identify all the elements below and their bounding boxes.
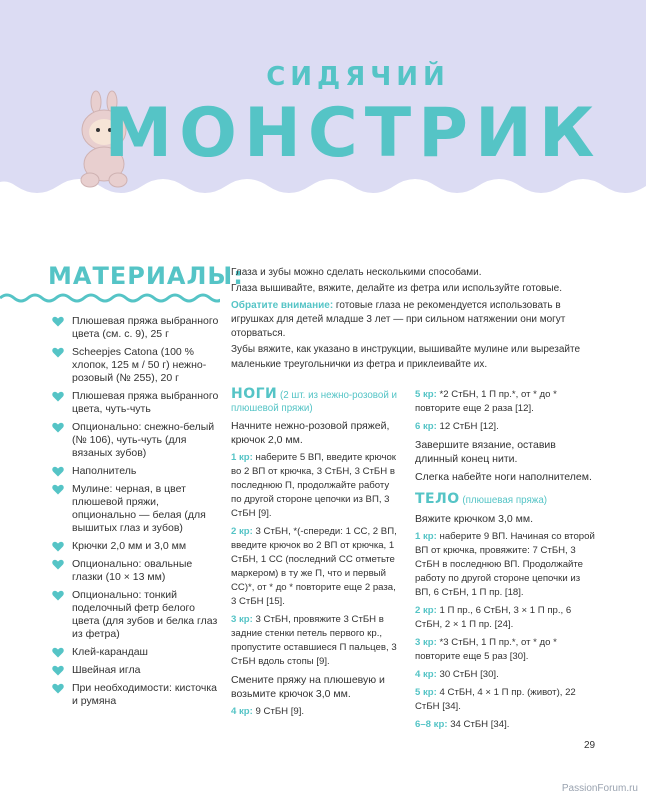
legs-note: (2 шт. из нежно-розовой и плюшевой пряжи) <box>231 390 398 414</box>
watermark: PassionForum.ru <box>561 783 638 794</box>
legs-row: 2 кр: 3 СтБН, *(-спереди: 1 СС, 2 ВП, введите крючок во 2 ВП от крючка, 1 СтБН, 1 СС (последний СС отметьте маркером) в ту же П, что и первый СС)*, от * до * повторите еще 2 раза, 3 СтБН [15]. <box>231 526 397 607</box>
note-label: Обратите внимание: <box>231 299 334 311</box>
legs-section <box>231 388 401 723</box>
legs-row: 3 кр: 3 СтБН, провяжите 3 СтБН в задние стенки петель первого кр., пропустите оставшиеся П пальцев, 3 СтБН вдоль стопы [9]. <box>231 614 397 667</box>
heart-icon <box>52 484 64 495</box>
legs-stuff: Слегка набейте ноги наполнителем. <box>415 471 592 483</box>
wavy-underline <box>0 292 220 304</box>
list-item: Мулине: черная, в цвет плюшевой пряжи, опционально — белая (для вышитых глаз и зубов) <box>52 483 220 535</box>
body-row: 5 кр: 4 СтБН, 4 × 1 П пр. (живот), 22 СтБН [34]. <box>415 687 576 712</box>
list-item: Scheepjes Catona (100 % хлопок, 125 м / 50 г) нежно-розовый (№ 255), 20 г <box>52 346 220 385</box>
intro-paragraph: Глаза и зубы можно сделать несколькими способами. <box>231 267 482 278</box>
heart-icon <box>52 559 64 570</box>
body-row: 1 кр: наберите 9 ВП. Начиная со второй ВП от крючка, провяжите: 7 СтБН, 3 СтБН в последнюю ВП. Продолжайте работу по другой стороне цепочки из ВП, 6 СтБН, 1 П пр. [18]. <box>415 531 595 598</box>
legs-row: 6 кр: 12 СтБН [12]. <box>415 421 499 432</box>
page-number: 29 <box>584 740 596 751</box>
page-title: МОНСТРИК <box>104 94 602 173</box>
intro-text <box>231 266 581 374</box>
materials-list <box>52 315 220 713</box>
list-item: Опционально: тонкий поделочный фетр белого цвета (для зубов и белка глаз из фетра) <box>52 589 220 641</box>
intro-paragraph: Зубы вяжите, как указано в инструкции, вышивайте мулине или вырезайте маленькие треугольнички из фетра и приклеивайте их. <box>231 344 581 370</box>
body-start: Вяжите крючком 3,0 мм. <box>415 513 534 525</box>
legs-start: Начните нежно-розовой пряжей, крючок 2,0 мм. <box>231 420 390 446</box>
list-item: Клей-карандаш <box>52 646 220 659</box>
heart-icon <box>52 316 64 327</box>
legs-row: 5 кр: *2 СтБН, 1 П пр.*, от * до * повторите еще 2 раза [12]. <box>415 389 557 414</box>
heart-icon <box>52 347 64 358</box>
heart-icon <box>52 391 64 402</box>
heart-icon <box>52 541 64 552</box>
list-item: При необходимости: кисточка и румяна <box>52 682 220 708</box>
body-row: 4 кр: 30 СтБН [30]. <box>415 669 499 680</box>
heart-icon <box>52 466 64 477</box>
list-item: Наполнитель <box>52 465 220 478</box>
body-row: 2 кр: 1 П пр., 6 СтБН, 3 × 1 П пр., 6 СтБН, 2 × 1 П пр. [24]. <box>415 605 572 630</box>
body-section <box>415 388 595 736</box>
body-row: 3 кр: *3 СтБН, 1 П пр.*, от * до * повторите еще 5 раз [30]. <box>415 637 557 662</box>
page-subtitle: СИДЯЧИЙ <box>266 62 450 92</box>
list-item: Плюшевая пряжа выбранного цвета, чуть-чуть <box>52 390 220 416</box>
legs-change: Смените пряжу на плюшевую и возьмите крючок 3,0 мм. <box>231 674 385 700</box>
list-item: Плюшевая пряжа выбранного цвета (см. с. 9), 25 г <box>52 315 220 341</box>
legs-finish: Завершите вязание, оставив длинный конец нити. <box>415 439 556 465</box>
list-item: Швейная игла <box>52 664 220 677</box>
list-item: Крючки 2,0 мм и 3,0 мм <box>52 540 220 553</box>
legs-row: 1 кр: наберите 5 ВП, введите крючок во 2 ВП от крючка, 3 СтБН, 3 СтБН в последнюю П, продолжайте работу по другой стороне цепочки из ВП, 3 СтБН [9]. <box>231 452 396 519</box>
heart-icon <box>52 647 64 658</box>
intro-paragraph: Глаза вышивайте, вяжите, делайте из фетра или используйте готовые. <box>231 283 563 295</box>
heart-icon <box>52 665 64 676</box>
legs-title: НОГИ <box>231 386 278 402</box>
list-item: Опционально: овальные глазки (10 × 13 мм) <box>52 558 220 584</box>
heart-icon <box>52 422 64 433</box>
heart-icon <box>52 590 64 601</box>
materials-heading: МАТЕРИАЛЫ: <box>48 262 244 290</box>
legs-row: 4 кр: 9 СтБН [9]. <box>231 706 305 717</box>
body-note: (плюшевая пряжа) <box>462 495 548 506</box>
list-item: Опционально: снежно-белый (№ 106), чуть-чуть (для вязаных зубов) <box>52 421 220 460</box>
body-row: 6–8 кр: 34 СтБН [34]. <box>415 719 510 730</box>
body-title: ТЕЛО <box>415 491 460 507</box>
intro-note: Обратите внимание: готовые глаза не рекомендуется использовать в игрушках для детей младше 3 лет — при сильном натяжении они могут оторваться. <box>231 299 566 340</box>
heart-icon <box>52 683 64 694</box>
